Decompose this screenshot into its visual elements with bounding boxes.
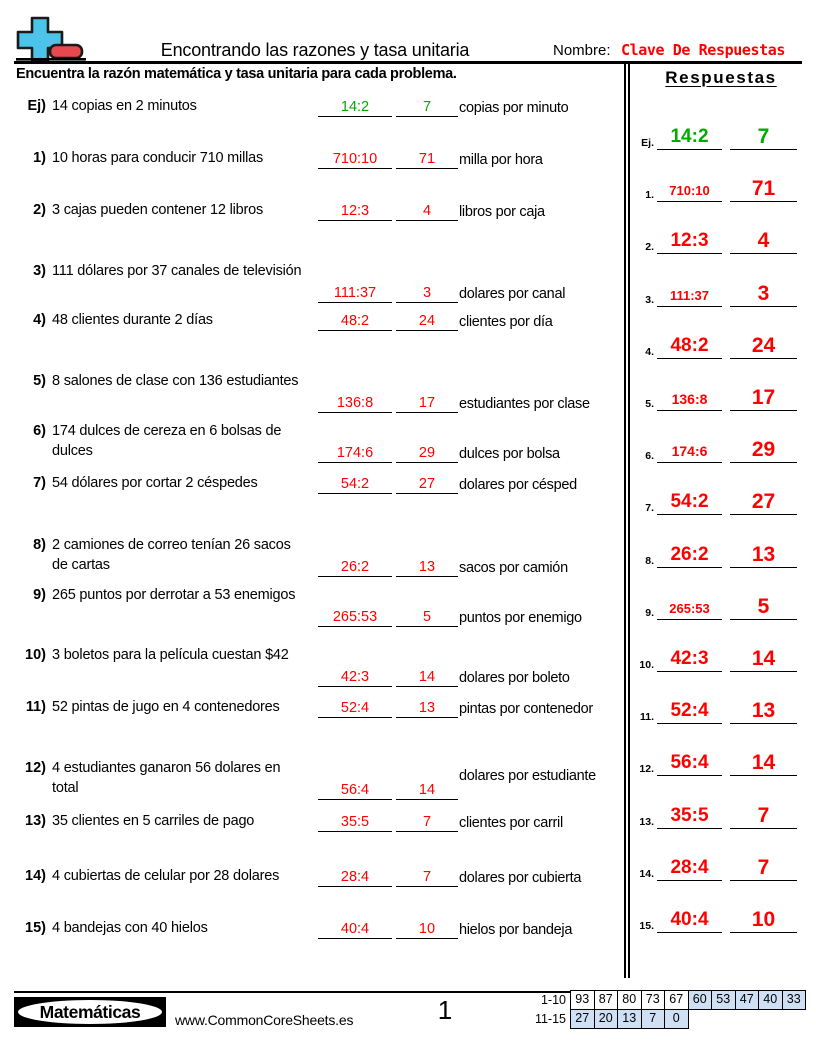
answer-key-ratio: 12:3 <box>657 230 722 254</box>
unit-rate-answer-blank[interactable]: 3 <box>396 284 458 303</box>
answer-key-rate: 29 <box>730 439 797 463</box>
score-grid-cell: 87 <box>594 990 619 1010</box>
unit-rate-answer-blank[interactable]: 7 <box>396 868 458 887</box>
answer-key-row <box>630 785 816 829</box>
problem-text: 54 dólares por cortar 2 céspedes <box>52 475 258 491</box>
unit-label: clientes por día <box>459 314 553 330</box>
ratio-answer-blank[interactable]: 54:2 <box>318 475 392 494</box>
answer-key-ratio: 42:3 <box>657 648 722 672</box>
problem-number: 13) <box>25 813 46 829</box>
name-label: Nombre: <box>553 42 611 59</box>
score-grid-cell: 7 <box>641 1009 666 1029</box>
answer-key-ratio: 28:4 <box>657 857 722 881</box>
unit-rate-answer-blank[interactable]: 13 <box>396 558 458 577</box>
score-grid-cell: 53 <box>711 990 736 1010</box>
problem-number: 8) <box>33 537 46 553</box>
ratio-answer-blank[interactable]: 14:2 <box>318 98 392 117</box>
problem-text: 111 dólares por 37 canales de televisión <box>52 263 302 279</box>
score-grid-cell: 27 <box>570 1009 595 1029</box>
answer-key-rate: 24 <box>730 335 797 359</box>
answer-key-row <box>630 210 816 254</box>
unit-label: dolares por canal <box>459 286 566 302</box>
unit-rate-answer-blank[interactable]: 14 <box>396 668 458 687</box>
answer-key-row <box>630 471 816 515</box>
answer-key-rate: 7 <box>730 126 797 150</box>
answer-key-ratio: 26:2 <box>657 544 722 568</box>
problem-number: 14) <box>25 868 46 884</box>
score-grid-cell: 80 <box>617 990 642 1010</box>
answer-key-rate: 10 <box>730 909 797 933</box>
ratio-answer-blank[interactable]: 48:2 <box>318 312 392 331</box>
score-grid-cell: 73 <box>641 990 666 1010</box>
unit-rate-answer-blank[interactable]: 27 <box>396 475 458 494</box>
ratio-answer-blank[interactable]: 56:4 <box>318 781 392 800</box>
answer-key-number: 13. <box>639 815 654 828</box>
answer-key-number: 12. <box>639 763 654 776</box>
problem-text: 3 boletos para la película cuestan $42 <box>52 647 289 663</box>
answer-key-rate: 13 <box>730 700 797 724</box>
answer-key-number: 1. <box>645 189 654 202</box>
answer-key-ratio: 48:2 <box>657 335 722 359</box>
problem-number: 2) <box>33 202 46 218</box>
answer-key-row <box>630 680 816 724</box>
score-grid-row <box>527 1010 806 1029</box>
unit-label: dolares por cubierta <box>459 870 582 886</box>
answer-key-number: 8. <box>645 554 654 567</box>
unit-label: estudiantes por clase <box>459 396 590 412</box>
ratio-answer-blank[interactable]: 174:6 <box>318 444 392 463</box>
ratio-answer-blank[interactable]: 28:4 <box>318 868 392 887</box>
answer-key-row <box>630 628 816 672</box>
answer-key-ratio: 52:4 <box>657 700 722 724</box>
problem-number: Ej) <box>27 98 46 114</box>
brand-logo <box>14 997 166 1027</box>
problem-number: 3) <box>33 263 46 279</box>
answer-key-rate: 13 <box>730 544 797 568</box>
page-header <box>0 0 816 62</box>
unit-label: dolares por estudiante <box>459 768 596 784</box>
problem-list <box>0 88 624 968</box>
problem-number: 6) <box>33 423 46 439</box>
answer-key-rate: 17 <box>730 387 797 411</box>
problem-number: 1) <box>33 150 46 166</box>
answer-key-rate: 4 <box>730 230 797 254</box>
unit-rate-answer-blank[interactable]: 7 <box>396 813 458 832</box>
answer-key-number: 10. <box>639 659 654 671</box>
problem-text: 4 cubiertas de celular por 28 dolares <box>52 868 280 884</box>
answer-key-rate: 7 <box>730 857 797 881</box>
unit-rate-answer-blank[interactable]: 7 <box>396 98 458 117</box>
ratio-answer-blank[interactable]: 52:4 <box>318 699 392 718</box>
problem-text: 265 puntos por derrotar a 53 enemigos <box>52 587 296 603</box>
score-grid-cell: 20 <box>594 1009 619 1029</box>
score-grid-cell: 33 <box>782 990 807 1010</box>
answer-key-row <box>630 524 816 568</box>
answer-key-row <box>630 576 816 620</box>
unit-rate-answer-blank[interactable]: 5 <box>396 608 458 627</box>
page-title: Encontrando las razones y tasa unitaria <box>160 40 470 60</box>
answer-key-rate: 14 <box>730 648 797 672</box>
problem-number: 12) <box>25 760 46 776</box>
answer-key-ratio: 54:2 <box>657 491 722 515</box>
unit-label: milla por hora <box>459 152 543 168</box>
score-grid-cell: 13 <box>617 1009 642 1029</box>
unit-label: sacos por camión <box>459 560 568 576</box>
answer-key-rate: 27 <box>730 491 797 515</box>
unit-label: libros por caja <box>459 204 545 220</box>
answer-key-number: 7. <box>645 502 654 515</box>
answer-key-title: Respuestas <box>665 68 777 87</box>
answer-key-row <box>630 367 816 411</box>
answer-key-number: Ej. <box>641 137 654 149</box>
answer-key-number: 9. <box>645 606 654 619</box>
problem-text: 2 camiones de correo tenían 26 sacos de cartas <box>52 537 291 573</box>
answer-key-row <box>630 732 816 776</box>
ratio-answer-blank[interactable]: 35:5 <box>318 813 392 832</box>
problem-text: 8 salones de clase con 136 estudiantes <box>52 373 299 389</box>
answer-key-number: 5. <box>645 398 654 410</box>
unit-label: dolares por césped <box>459 477 577 493</box>
ratio-answer-blank[interactable]: 111:37 <box>318 284 392 303</box>
answer-key-number: 6. <box>645 450 654 463</box>
answer-key-number: 11. <box>639 711 654 724</box>
problem-number: 4) <box>33 312 46 328</box>
answer-key-ratio: 40:4 <box>657 909 722 933</box>
plus-minus-logo-icon <box>14 16 88 62</box>
problem-number: 11) <box>25 699 46 715</box>
unit-rate-answer-blank[interactable]: 4 <box>396 202 458 221</box>
score-grid-cell: 47 <box>735 990 760 1010</box>
unit-label: dulces por bolsa <box>459 446 560 462</box>
answer-key-row <box>630 263 816 307</box>
score-grid-row <box>527 991 806 1010</box>
score-grid-cell: 60 <box>688 990 713 1010</box>
ratio-answer-blank[interactable]: 710:10 <box>318 150 392 169</box>
answer-key-ratio: 14:2 <box>657 126 722 150</box>
unit-label: pintas por contenedor <box>459 701 593 717</box>
unit-rate-answer-blank[interactable]: 17 <box>396 394 458 413</box>
answer-key-ratio: 710:10 <box>657 178 722 202</box>
answer-key-ratio: 111:37 <box>657 283 722 307</box>
page-number: 1 <box>437 995 453 1025</box>
instruction-text: Encuentra la razón matemática y tasa unitaria para cada problema. <box>16 66 457 82</box>
unit-rate-answer-blank[interactable]: 24 <box>396 312 458 331</box>
unit-rate-answer-blank[interactable]: 29 <box>396 444 458 463</box>
score-grid-label: 11-15 <box>534 1012 566 1026</box>
answer-key-number: 15. <box>639 920 654 932</box>
problem-text: 14 copias en 2 minutos <box>52 98 197 114</box>
answer-key-column <box>630 63 816 978</box>
ratio-answer-blank[interactable]: 136:8 <box>318 394 392 413</box>
site-url: www.CommonCoreSheets.es <box>175 1012 354 1028</box>
ratio-answer-blank[interactable]: 12:3 <box>318 202 392 221</box>
score-grid-cell: 93 <box>570 990 595 1010</box>
ratio-answer-blank[interactable]: 40:4 <box>318 920 392 939</box>
answer-key-rate: 5 <box>730 596 797 620</box>
problem-text: 52 pintas de jugo en 4 contenedores <box>52 699 280 715</box>
score-grid-cell: 67 <box>664 990 689 1010</box>
problem-text: 3 cajas pueden contener 12 libros <box>52 202 264 218</box>
problem-number: 15) <box>25 920 46 936</box>
unit-label: clientes por carril <box>459 815 563 831</box>
unit-rate-answer-blank[interactable]: 14 <box>396 781 458 800</box>
answer-key-number: 4. <box>645 345 654 358</box>
problem-number: 7) <box>33 475 46 491</box>
answer-key-row <box>630 106 816 150</box>
answer-key-rate: 71 <box>730 178 797 202</box>
brand-pill <box>18 1000 162 1024</box>
problem-text: 4 bandejas con 40 hielos <box>52 920 208 936</box>
ratio-answer-blank[interactable]: 265:53 <box>318 608 392 627</box>
answer-key-number: 2. <box>645 241 654 254</box>
answer-key-rate: 7 <box>730 805 797 829</box>
answer-key-ratio: 136:8 <box>657 387 722 411</box>
answer-key-rate: 3 <box>730 283 797 307</box>
answer-key-ratio: 174:6 <box>657 439 722 463</box>
answer-key-row <box>630 419 816 463</box>
problem-number: 10) <box>25 647 46 663</box>
answer-key-rate: 14 <box>730 752 797 776</box>
answer-key-number: 14. <box>639 867 654 880</box>
unit-rate-answer-blank[interactable]: 13 <box>396 699 458 718</box>
answer-key-ratio: 265:53 <box>657 596 722 620</box>
answer-key-number: 3. <box>645 293 654 306</box>
ratio-answer-blank[interactable]: 26:2 <box>318 558 392 577</box>
problem-text: 4 estudiantes ganaron 56 dolares en total <box>52 760 281 796</box>
problem-text: 48 clientes durante 2 días <box>52 312 213 328</box>
brand-label: Matemáticas <box>39 1002 141 1022</box>
problem-text: 174 dulces de cereza en 6 bolsas de dulces <box>52 423 282 459</box>
score-grid-cell: 40 <box>758 990 783 1010</box>
problem-number: 5) <box>33 373 46 389</box>
unit-label: hielos por bandeja <box>459 922 573 938</box>
score-grid-label: 1-10 <box>540 993 566 1007</box>
unit-label: dolares por boleto <box>459 670 570 686</box>
problem-number: 9) <box>33 587 46 603</box>
score-grid-cell: 0 <box>664 1009 689 1029</box>
unit-label: puntos por enemigo <box>459 610 582 626</box>
answer-key-row <box>630 837 816 881</box>
answer-key-ratio: 56:4 <box>657 752 722 776</box>
ratio-answer-blank[interactable]: 42:3 <box>318 668 392 687</box>
unit-rate-answer-blank[interactable]: 71 <box>396 150 458 169</box>
unit-rate-answer-blank[interactable]: 10 <box>396 920 458 939</box>
problem-text: 10 horas para conducir 710 millas <box>52 150 264 166</box>
name-value: Clave De Respuestas <box>621 41 785 59</box>
answer-key-row <box>630 315 816 359</box>
answer-key-ratio: 35:5 <box>657 805 722 829</box>
unit-label: copias por minuto <box>459 100 569 116</box>
score-grid <box>527 991 806 1029</box>
problem-text: 35 clientes en 5 carriles de pago <box>52 813 255 829</box>
answer-key-row <box>630 158 816 202</box>
answer-key-row <box>630 889 816 933</box>
